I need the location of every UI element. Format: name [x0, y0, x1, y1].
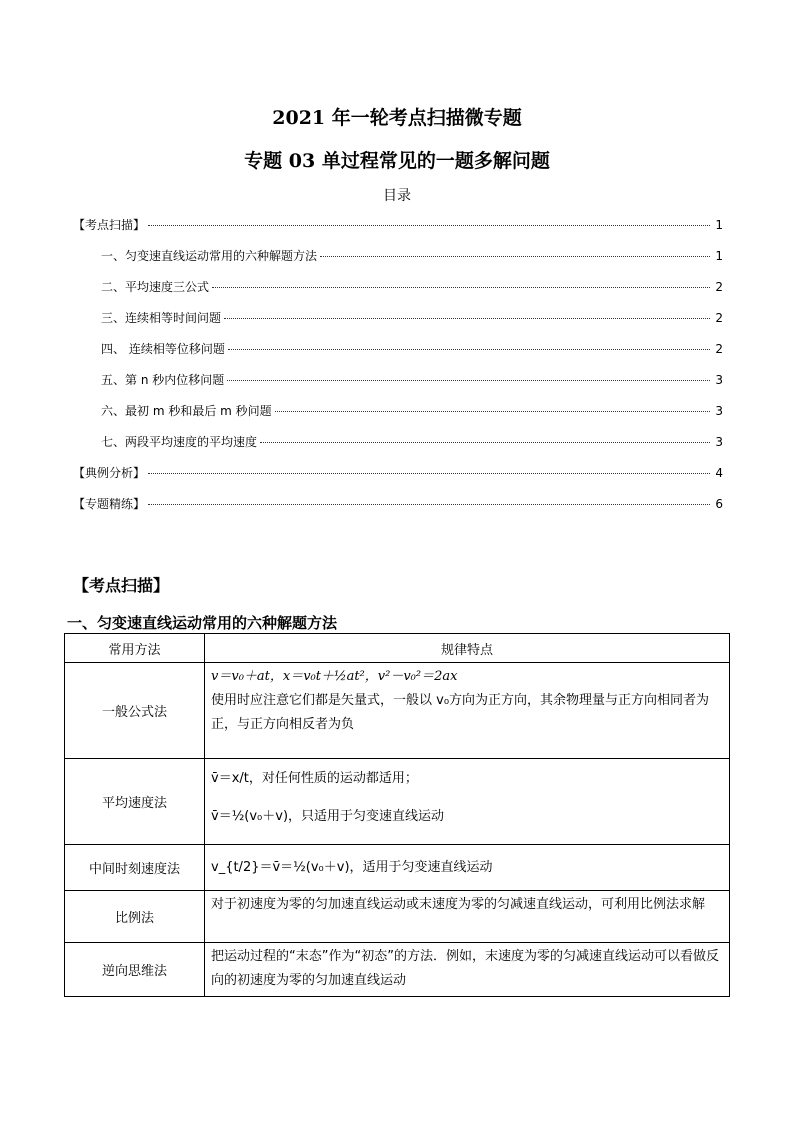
table-row — [65, 891, 730, 943]
toc-leader — [212, 287, 710, 288]
toc-item[interactable] — [73, 309, 723, 340]
toc-leader — [260, 442, 710, 443]
toc-page: 6 — [715, 497, 723, 511]
table-row — [65, 663, 730, 759]
toc-page: 3 — [715, 373, 723, 387]
toc-page: 2 — [715, 311, 723, 325]
toc-page: 3 — [715, 404, 723, 418]
toc-label: 七、两段平均速度的平均速度 — [101, 435, 258, 449]
method-cell: 一般公式法 — [65, 663, 205, 759]
table-header-row — [65, 634, 730, 663]
topic-title: 专题 03 单过程常见的一题多解问题 — [244, 150, 550, 172]
column-header-feature: 规律特点 — [205, 634, 730, 663]
toc-page: 2 — [715, 342, 723, 356]
table-row — [65, 943, 730, 997]
method-cell: 逆向思维法 — [65, 943, 205, 997]
toc-label: 二、平均速度三公式 — [101, 280, 210, 294]
toc-label: 【典例分析】 — [73, 466, 146, 480]
toc-leader — [227, 380, 710, 381]
method-cell: 平均速度法 — [65, 759, 205, 845]
feature-cell: 对于初速度为零的匀加速直线运动或末速度为零的匀减速直线运动，可利用比例法求解 — [205, 891, 730, 943]
note-text: 使用时应注意它们都是矢量式，一般以 v₀方向为正方向，其余物理量与正方向相同者为正，与正方向相反者为负 — [211, 693, 710, 732]
toc-leader — [224, 318, 710, 319]
methods-table — [64, 633, 730, 997]
toc-page: 1 — [715, 249, 723, 263]
table-of-contents — [73, 216, 723, 526]
formula-text: v̄＝x/t，对任何性质的运动都适用； — [211, 771, 418, 786]
toc-item[interactable] — [73, 464, 723, 495]
toc-leader — [275, 411, 710, 412]
toc-item[interactable] — [73, 433, 723, 464]
method-cell: 中间时刻速度法 — [65, 845, 205, 891]
sub-heading: 一、匀变速直线运动常用的六种解题方法 — [67, 614, 338, 632]
toc-label: 六、最初 m 秒和最后 m 秒问题 — [101, 404, 272, 418]
method-cell: 比例法 — [65, 891, 205, 943]
toc-item[interactable] — [73, 371, 723, 402]
feature-cell — [205, 759, 730, 845]
toc-page: 4 — [715, 466, 723, 480]
document-title: 2021 年一轮考点扫描微专题 — [272, 107, 522, 129]
toc-item[interactable] — [73, 247, 723, 278]
feature-cell — [205, 663, 730, 759]
toc-label: 四、 连续相等位移问题 — [101, 342, 225, 356]
toc-label: 【考点扫描】 — [73, 218, 146, 232]
toc-page: 1 — [715, 218, 723, 232]
feature-cell: 把运动过程的“末态”作为“初态”的方法．例如，末速度为零的匀减速直线运动可以看做反向的初速度为零的匀加速直线运动 — [205, 943, 730, 997]
toc-item[interactable] — [73, 340, 723, 371]
toc-page: 2 — [715, 280, 723, 294]
toc-label: 一、匀变速直线运动常用的六种解题方法 — [101, 249, 318, 263]
toc-leader — [148, 225, 710, 226]
column-header-method: 常用方法 — [65, 634, 205, 663]
table-row — [65, 759, 730, 845]
toc-item[interactable] — [73, 278, 723, 309]
toc-label: 三、连续相等时间问题 — [101, 311, 222, 325]
formula-text: v＝v₀＋at，x＝v₀t＋½at²，v²－v₀²＝2ax — [211, 669, 458, 684]
toc-label: 【专题精练】 — [73, 497, 146, 511]
toc-item[interactable] — [73, 402, 723, 433]
toc-leader — [148, 473, 710, 474]
toc-item[interactable] — [73, 216, 723, 247]
toc-leader — [148, 504, 710, 505]
table-row — [65, 845, 730, 891]
toc-leader — [320, 256, 710, 257]
toc-label: 五、第 n 秒内位移问题 — [101, 373, 225, 387]
section-heading: 【考点扫描】 — [73, 576, 170, 595]
feature-cell: v_{t/2}＝v̄＝½(v₀＋v)，适用于匀变速直线运动 — [205, 845, 730, 891]
toc-page: 3 — [715, 435, 723, 449]
toc-leader — [228, 349, 710, 350]
note-text: v̄＝½(v₀＋v)，只适用于匀变速直线运动 — [211, 809, 445, 824]
toc-heading: 目录 — [383, 188, 411, 204]
toc-item[interactable] — [73, 495, 723, 526]
